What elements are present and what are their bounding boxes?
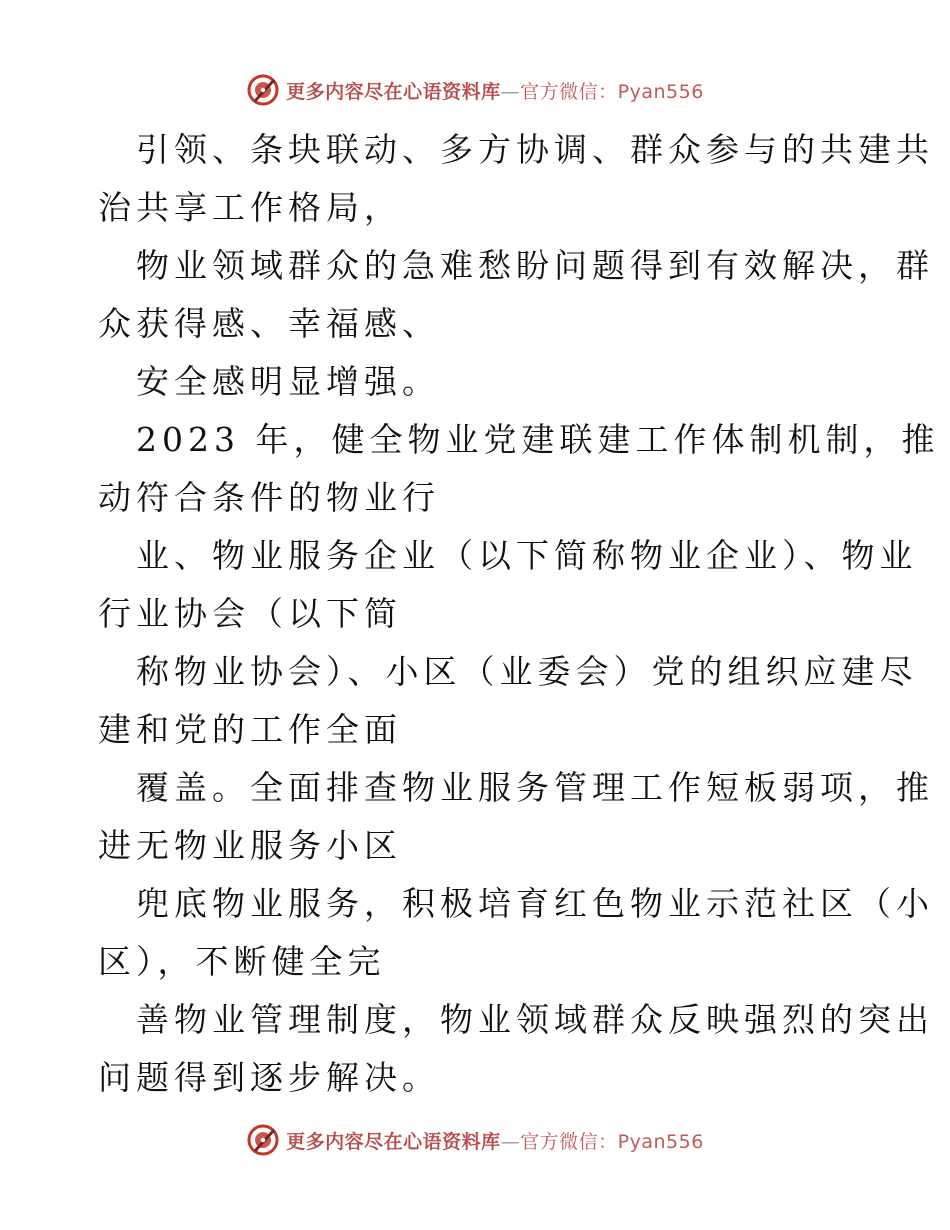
quill-seal-icon <box>246 73 280 107</box>
watermark-separator: — <box>500 80 521 103</box>
text-line: 覆盖。全面排查物业服务管理工作短板弱项，推 <box>136 768 934 807</box>
footer-watermark <box>0 1122 950 1158</box>
watermark-brand: 更多内容尽在心语资料库 <box>286 80 501 103</box>
paragraph <box>98 411 940 527</box>
text-line: 称物业协会）、小区（业委会）党的组织应建尽 <box>136 652 918 691</box>
body-text <box>98 121 940 1107</box>
quill-seal-icon <box>246 1123 280 1157</box>
text-line: 2023 年，健全物业党建联建工作体制机制，推 <box>136 420 940 459</box>
text-line: 善物业管理制度，物业领域群众反映强烈的突出 <box>136 1000 934 1039</box>
text-line: 业、物业服务企业（以下简称物业企业）、物业 <box>136 536 918 575</box>
text-line: 行业协会（以下简 <box>98 594 402 633</box>
paragraph <box>98 527 918 643</box>
paragraph <box>98 121 934 237</box>
text-line: 治共享工作格局， <box>98 188 402 227</box>
text-line: 进无物业服务小区 <box>98 826 402 865</box>
text-line: 安全感明显增强。 <box>136 362 440 401</box>
watermark-separator: — <box>500 1130 521 1153</box>
text-line: 引领、条块联动、多方协调、群众参与的共建共 <box>136 130 934 169</box>
text-line: 众获得感、幸福感、 <box>98 304 440 343</box>
text-line: 兜底物业服务，积极培育红色物业示范社区（小 <box>136 884 934 923</box>
header-watermark <box>0 72 950 108</box>
paragraph <box>98 353 858 411</box>
text-line: 问题得到逐步解决。 <box>98 1058 440 1097</box>
paragraph <box>98 643 918 759</box>
text-line: 区），不断健全完 <box>98 942 386 981</box>
paragraph <box>98 759 934 875</box>
watermark-contact: 官方微信：Pyan556 <box>520 1130 704 1153</box>
text-line: 物业领域群众的急难愁盼问题得到有效解决，群 <box>136 246 934 285</box>
watermark-contact: 官方微信：Pyan556 <box>520 80 704 103</box>
text-line: 建和党的工作全面 <box>98 710 402 749</box>
watermark-brand: 更多内容尽在心语资料库 <box>286 1130 501 1153</box>
paragraph <box>98 875 934 991</box>
paragraph <box>98 991 934 1107</box>
text-line: 动符合条件的物业行 <box>98 478 440 517</box>
paragraph <box>98 237 934 353</box>
